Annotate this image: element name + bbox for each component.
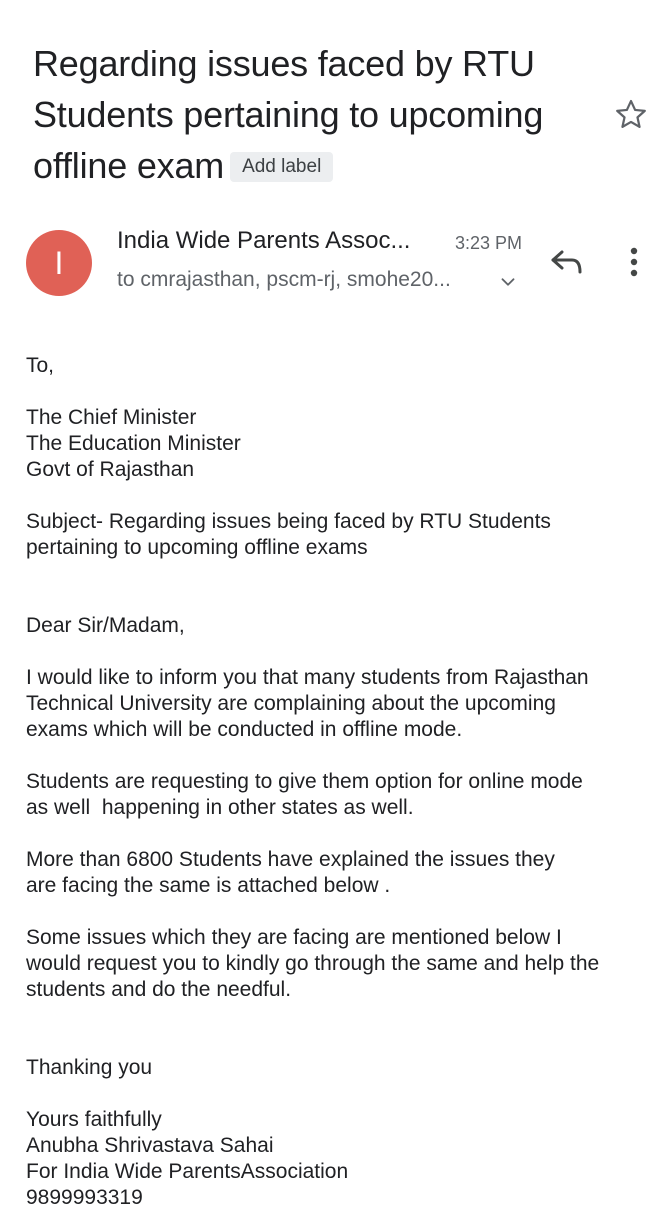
subject-line: Regarding issues faced by RTU: [33, 43, 535, 84]
body-line: Govt of Rajasthan: [26, 458, 195, 481]
body-line: Subject- Regarding issues being faced by RTU Students: [26, 510, 551, 533]
body-line: students and do the needful.: [26, 978, 292, 1001]
body-line: would request you to kindly go through the same and help the: [26, 952, 600, 975]
body-line: are facing the same is attached below .: [26, 874, 391, 897]
body-line: Students are requesting to give them option for online mode: [26, 770, 583, 793]
body-line: More than 6800 Students have explained the issues they: [26, 848, 555, 871]
blank-line: [26, 1081, 656, 1107]
blank-line: [26, 561, 656, 587]
body-line: I would like to inform you that many students from Rajasthan: [26, 666, 589, 689]
body-line: The Education Minister: [26, 432, 241, 455]
blank-line: [26, 379, 656, 405]
subject-line: Students pertaining to upcoming: [33, 94, 544, 135]
blank-line: [26, 899, 656, 925]
body-line: The Chief Minister: [26, 406, 197, 429]
body-line: Dear Sir/Madam,: [26, 614, 185, 637]
recipients-summary[interactable]: to cmrajasthan, pscm-rj, smohe20...: [117, 268, 451, 291]
subject-line-last: [33, 140, 593, 191]
body-line: To,: [26, 354, 55, 377]
subject-line-text: offline exam: [33, 145, 225, 186]
email-time: 3:23 PM: [455, 233, 523, 253]
blank-line: [26, 639, 656, 665]
body-line: exams which will be conducted in offline mode.: [26, 718, 463, 741]
star-icon[interactable]: [612, 96, 650, 134]
body-line: For India Wide ParentsAssociation: [26, 1160, 349, 1183]
body-line: Thanking you: [26, 1056, 153, 1079]
body-line: Some issues which they are facing are mentioned below I: [26, 926, 562, 949]
blank-line: [26, 587, 656, 613]
blank-line: [26, 1003, 656, 1029]
body-line: Anubha Shrivastava Sahai: [26, 1134, 274, 1157]
body-line: 9899993319: [26, 1186, 143, 1209]
blank-line: [26, 743, 656, 769]
body-line: as well happening in other states as well.: [26, 796, 414, 819]
body-line: Yours faithfully: [26, 1108, 162, 1131]
email-subject: [33, 38, 593, 191]
more-vert-icon[interactable]: [622, 244, 646, 280]
email-body: [26, 353, 656, 1211]
sender-name[interactable]: India Wide Parents Assoc...: [117, 227, 411, 254]
body-line: Technical University are complaining about the upcoming: [26, 692, 556, 715]
chevron-down-icon[interactable]: [497, 271, 519, 293]
body-line: pertaining to upcoming offline exams: [26, 536, 368, 559]
add-label-button[interactable]: Add label: [230, 152, 333, 182]
blank-line: [26, 821, 656, 847]
blank-line: [26, 1029, 656, 1055]
reply-icon[interactable]: [548, 246, 586, 278]
blank-line: [26, 483, 656, 509]
sender-avatar[interactable]: I: [26, 230, 92, 296]
